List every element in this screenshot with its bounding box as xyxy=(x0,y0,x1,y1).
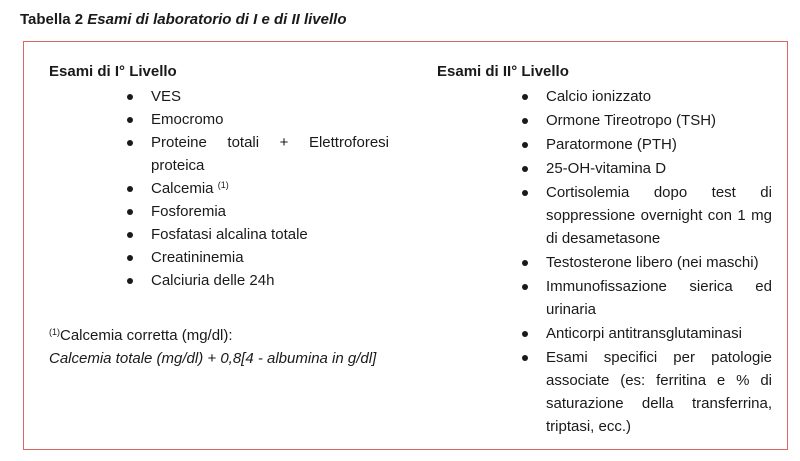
list-item: Anticorpi antitransglutaminasi xyxy=(437,322,772,345)
first-level-column xyxy=(49,60,389,292)
first-level-heading: Esami di I° Livello xyxy=(49,63,177,80)
footnote xyxy=(49,324,389,370)
bullet-icon xyxy=(127,209,133,215)
list-item: Calciuria delle 24h xyxy=(49,269,389,292)
bullet-icon xyxy=(127,140,133,146)
list-item: VES xyxy=(49,85,389,108)
footnote-marker: (1) xyxy=(49,327,60,337)
bullet-icon xyxy=(522,284,528,290)
list-item: 25-OH-vitamina D xyxy=(437,157,772,180)
list-item: Proteine totali + Elettroforesi proteica xyxy=(49,131,389,177)
table-number: Tabella 2 xyxy=(20,11,84,28)
footnote-marker: (1) xyxy=(217,180,229,190)
bullet-icon xyxy=(127,255,133,261)
list-item: Testosterone libero (nei maschi) xyxy=(437,251,772,274)
list-item: Ormone Tireotropo (TSH) xyxy=(437,109,772,132)
bullet-icon xyxy=(522,118,528,124)
table-box xyxy=(23,41,788,450)
bullet-icon xyxy=(522,331,528,337)
list-item: Creatininemia xyxy=(49,246,389,269)
list-item: Calcemia $^{(1)}$ xyxy=(49,177,389,200)
table-title: Esami di laboratorio di I e di II livello xyxy=(87,11,347,28)
bullet-icon xyxy=(522,190,528,196)
list-item: Cortisolemia dopo test di soppressione overnight con 1 mg di desametasone xyxy=(437,181,772,250)
footnote-formula: Calcemia totale (mg/dl) + 0,8[4 - albumina in g/dl] xyxy=(49,350,377,367)
list-item: Emocromo xyxy=(49,108,389,131)
bullet-icon xyxy=(522,355,528,361)
list-item: Fosforemia xyxy=(49,200,389,223)
list-item: Fosfatasi alcalina totale xyxy=(49,223,389,246)
first-level-list xyxy=(49,85,389,292)
second-level-list xyxy=(437,85,772,438)
bullet-icon xyxy=(127,232,133,238)
table-caption xyxy=(20,10,347,30)
bullet-icon xyxy=(127,278,133,284)
bullet-icon xyxy=(127,186,133,192)
footnote-label: Calcemia corretta (mg/dl): xyxy=(60,327,233,344)
second-level-heading: Esami di II° Livello xyxy=(437,63,569,80)
bullet-icon xyxy=(522,260,528,266)
footnote-label-line xyxy=(49,324,389,347)
second-level-column xyxy=(437,60,772,439)
list-item: Immunofissazione sierica ed urinaria xyxy=(437,275,772,321)
list-item: Paratormone (PTH) xyxy=(437,133,772,156)
bullet-icon xyxy=(127,117,133,123)
list-item: Calcio ionizzato xyxy=(437,85,772,108)
bullet-icon xyxy=(522,142,528,148)
bullet-icon xyxy=(522,166,528,172)
list-item: Esami specifici per patologie associate (es: ferritina e % di saturazione della transferrina, triptasi, ecc.) xyxy=(437,346,772,438)
bullet-icon xyxy=(127,94,133,100)
bullet-icon xyxy=(522,94,528,100)
